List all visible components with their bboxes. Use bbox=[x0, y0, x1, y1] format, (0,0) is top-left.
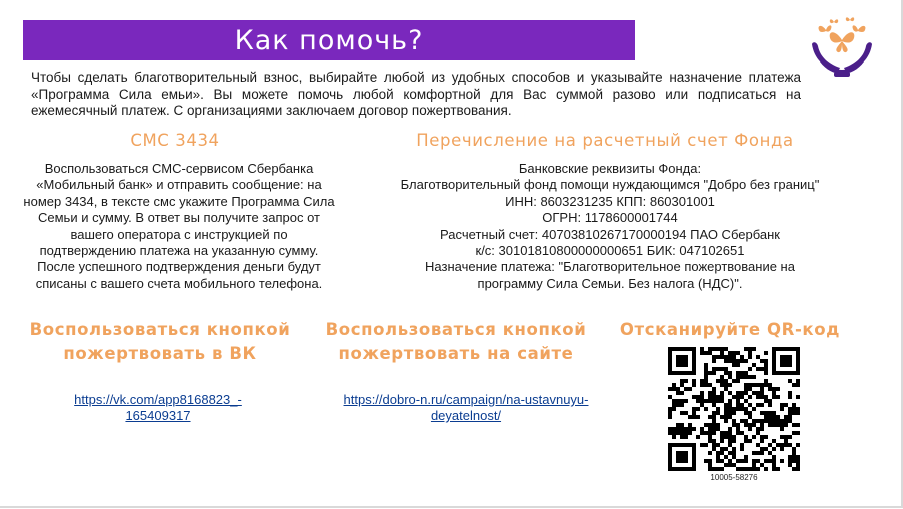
qr-caption: 10005-58276 bbox=[710, 473, 758, 482]
page-title: Как помочь? bbox=[234, 24, 424, 56]
bank-line: ОГРН: 1178600001744 bbox=[542, 210, 678, 226]
bank-section-title: Перечисление на расчетный счет Фонда bbox=[416, 131, 794, 150]
vk-link-line: https://vk.com/app8168823_- bbox=[74, 392, 242, 407]
vk-section-title bbox=[14, 318, 306, 366]
bank-line: Банковские реквизиты Фонда: bbox=[518, 161, 702, 176]
qr-section-title: Отсканируйте QR-код bbox=[619, 320, 841, 339]
bank-line: ИНН: 8603231235 КПП: 860301001 bbox=[505, 193, 715, 209]
site-link-line: https://dobro-n.ru/campaign/na-ustavnuyu- bbox=[343, 392, 589, 407]
site-title-line: пожертвовать на сайте bbox=[338, 344, 574, 363]
bank-line: к/с: 30101810800000000651 БИК: 047102651 bbox=[475, 243, 745, 259]
bank-line: Расчетный счет: 40703810267170000194 ПАО Сбербанк bbox=[440, 226, 780, 242]
qr-code-icon bbox=[668, 347, 800, 471]
vk-title-line: пожертвовать в ВК bbox=[63, 344, 257, 363]
site-section-title bbox=[320, 318, 592, 366]
vk-link-line: 165409317 bbox=[125, 408, 191, 423]
header-bar bbox=[23, 20, 635, 60]
vk-title-line: Воспользоваться кнопкой bbox=[29, 320, 291, 339]
bank-details bbox=[374, 161, 846, 292]
sms-instructions: Воспользоваться СМС-сервисом Сбербанка «Мобильный банк» и отправить сообщение: на номер 3434, в тексте смс укажите Программа Сила Семьи и сумму. В ответ вы получите запрос от вашего оператора с инструкцией по подтверждению платежа на указанную сумму. После успешного подтверждения деньги будут списаны с вашего счета мобильного телефона. bbox=[23, 161, 335, 291]
hands-butterflies-logo bbox=[806, 10, 878, 82]
site-donate-link[interactable] bbox=[330, 392, 602, 424]
vk-donate-link[interactable] bbox=[38, 392, 278, 424]
sms-section-title: СМС 3434 bbox=[130, 131, 220, 150]
bank-line: Назначение платежа: "Благотворительное пожертвование на bbox=[425, 259, 795, 275]
bank-line: Благотворительный фонд помощи нуждающимся "Добро без границ" bbox=[400, 177, 820, 193]
site-title-line: Воспользоваться кнопкой bbox=[325, 320, 587, 339]
site-link-line: deyatelnost/ bbox=[430, 408, 502, 423]
bank-line: программу Сила Семьи. Без налога (НДС)". bbox=[477, 275, 743, 291]
intro-text: Чтобы сделать благотворительный взнос, выбирайте любой из удобных способов и указывайте назначение платежа «Программа Сила емьи». Вы можете помочь любой комфортной для Вас суммой разово или подписаться на ежемесячный платеж. С организациями заключаем договор пожертвования. bbox=[31, 70, 801, 118]
qr-code-image[interactable] bbox=[668, 347, 800, 471]
